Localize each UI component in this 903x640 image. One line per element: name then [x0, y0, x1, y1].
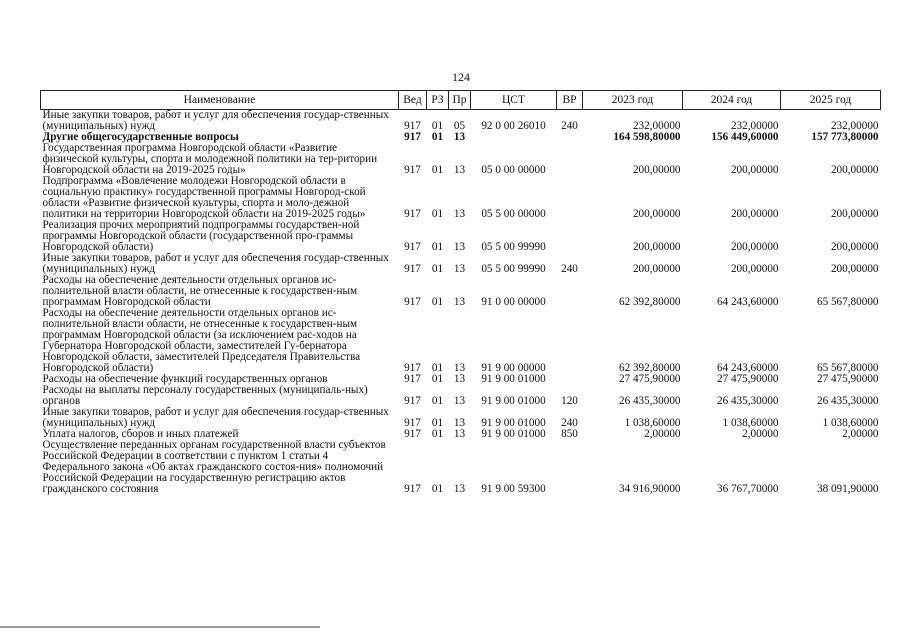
cell-rz: 01 [431, 131, 444, 143]
table-row [41, 275, 881, 308]
budget-table [40, 90, 881, 495]
cell-y2024: 2,00000 [742, 428, 779, 440]
cell-rz: 01 [431, 296, 444, 308]
cell-name: Иные закупки товаров, работ и услуг для обеспечения государ-ственных (муниципальных) нужд [42, 406, 389, 429]
cell-y2023: 62 392,80000 [618, 362, 681, 374]
cell-ved: 917 [404, 164, 421, 176]
cell-y2023: 200,00000 [632, 263, 681, 275]
cell-cst: 91 9 00 01000 [481, 395, 546, 407]
cell-vr [557, 308, 583, 374]
cell-y2025: 26 435,30000 [816, 395, 879, 407]
cell-y2024: 200,00000 [730, 241, 779, 253]
table-row [41, 220, 881, 253]
cell-cst: 91 9 00 01000 [481, 428, 546, 440]
cell-name: Иные закупки товаров, работ и услуг для обеспечения государ-ственных (муниципальных) нужд [42, 109, 389, 132]
cell-name: Подпрограмма «Вовлечение молодежи Новгородской области в социальную практику» государственной программы Новгород-ской области «Развитие физической культуры, спорта и моло-дежной политики на территории Новгородской области на 2019-2025 годы» [42, 175, 366, 220]
col-2025-header: 2025 год [781, 91, 881, 110]
cell-y2023: 200,00000 [632, 164, 681, 176]
cell-y2025: 65 567,80000 [816, 296, 879, 308]
cell-vr [557, 374, 583, 385]
cell-vr [557, 440, 583, 495]
cell-y2025: 2,00000 [842, 428, 879, 440]
cell-rz: 01 [431, 263, 444, 275]
cell-name: Другие общегосударственные вопросы [42, 131, 239, 143]
cell-rz: 01 [431, 373, 444, 385]
col-2024-header: 2024 год [683, 91, 781, 110]
cell-y2025: 200,00000 [830, 263, 879, 275]
col-name-header: Наименование [41, 91, 399, 110]
cell-cst: 91 0 00 00000 [481, 296, 546, 308]
cell-cst: 91 9 00 01000 [481, 417, 546, 429]
footer-rule [0, 626, 320, 628]
cell-y2025: 1 038,60000 [822, 417, 879, 429]
table-row [41, 110, 881, 133]
cell-name: Расходы на обеспечение деятельности отдельных органов ис-полнительной власти области, не отнесенные к государствен-ным программам Новгородской области (за исключением рас-ходов на Губернатора Новгородской области, заместителей Гу-бернатора Новгородской области, заместителей Председателя Правительства Новгородской области) [42, 307, 361, 374]
cell-cst: 05 0 00 00000 [481, 164, 546, 176]
cell-y2024: 64 243,60000 [716, 296, 779, 308]
col-rz-header: РЗ [427, 91, 449, 110]
cell-y2024: 200,00000 [730, 208, 779, 220]
cell-ved: 917 [404, 395, 421, 407]
col-cst-header: ЦСТ [471, 91, 557, 110]
cell-pr: 13 [453, 208, 466, 220]
cell-ved: 917 [404, 483, 421, 495]
cell-pr: 13 [453, 263, 466, 275]
table-row [41, 385, 881, 407]
cell-cst: 91 9 00 01000 [481, 373, 546, 385]
cell-vr: 850 [561, 428, 578, 440]
cell-vr: 240 [561, 120, 578, 132]
cell-name: Расходы на обеспечение функций государственных органов [42, 373, 328, 385]
table-body [41, 110, 881, 496]
cell-y2023: 34 916,90000 [618, 483, 681, 495]
table-row [41, 440, 881, 495]
cell-name: Уплата налогов, сборов и иных платежей [42, 428, 239, 440]
cell-name: Осуществление переданных органам государственной власти субъектов Российской Федерации в соответствии с пунктом 1 статьи 4 Федерального закона «Об актах гражданского состоя-ния» полномочий Российской Федерации на государственную регистрацию актов гражданского состояния [42, 439, 386, 495]
cell-y2025: 27 475,90000 [816, 373, 879, 385]
cell-y2024: 27 475,90000 [716, 373, 779, 385]
cell-pr: 13 [453, 417, 466, 429]
cell-vr [557, 143, 583, 176]
cell-rz: 01 [431, 483, 444, 495]
cell-pr: 13 [453, 483, 466, 495]
cell-rz: 01 [431, 208, 444, 220]
cell-y2025: 157 773,80000 [811, 131, 879, 143]
table-row [41, 176, 881, 220]
cell-y2024: 200,00000 [730, 164, 779, 176]
cell-y2025: 200,00000 [830, 208, 879, 220]
cell-y2023: 26 435,30000 [618, 395, 681, 407]
cell-y2024: 64 243,60000 [716, 362, 779, 374]
cell-name: Расходы на обеспечение деятельности отдельных органов ис-полнительной власти области, не отнесенные к государствен-ным программам Новгородской области [42, 274, 358, 308]
cell-vr [557, 176, 583, 220]
cell-y2023: 200,00000 [632, 208, 681, 220]
cell-name: Государственная программа Новгородской области «Развитие физической культуры, спорта и молодежной политики на тер-ритории Новгородской области на 2019-2025 годы» [42, 142, 378, 176]
cell-y2025: 232,00000 [830, 120, 879, 132]
cell-ved: 917 [404, 263, 421, 275]
table-row [41, 253, 881, 275]
cell-cst: 91 9 00 59300 [481, 483, 546, 495]
cell-pr: 13 [453, 428, 466, 440]
cell-ved: 917 [404, 296, 421, 308]
cell-rz: 01 [431, 395, 444, 407]
cell-ved: 917 [404, 362, 421, 374]
cell-y2025: 38 091,90000 [816, 483, 879, 495]
cell-ved: 917 [404, 373, 421, 385]
cell-ved: 917 [404, 131, 421, 143]
cell-rz: 01 [431, 417, 444, 429]
col-vr-header: ВР [557, 91, 583, 110]
cell-name: Иные закупки товаров, работ и услуг для обеспечения государ-ственных (муниципальных) нужд [42, 252, 389, 275]
cell-y2024: 200,00000 [730, 263, 779, 275]
cell-pr: 13 [453, 362, 466, 374]
cell-ved: 917 [404, 120, 421, 132]
cell-cst: 91 9 00 00000 [481, 362, 546, 374]
cell-cst [471, 132, 557, 143]
cell-vr [557, 132, 583, 143]
cell-ved: 917 [404, 417, 421, 429]
cell-pr: 13 [453, 131, 466, 143]
cell-vr: 120 [561, 395, 578, 407]
cell-y2025: 200,00000 [830, 241, 879, 253]
table-row [41, 407, 881, 429]
col-ved-header: Вед [399, 91, 427, 110]
table-row [41, 308, 881, 374]
cell-rz: 01 [431, 428, 444, 440]
table-header [41, 91, 881, 110]
cell-cst: 05 5 00 99990 [481, 263, 546, 275]
cell-pr: 13 [453, 373, 466, 385]
cell-ved: 917 [404, 241, 421, 253]
col-2023-header: 2023 год [583, 91, 683, 110]
cell-y2024: 26 435,30000 [716, 395, 779, 407]
cell-y2023: 164 598,80000 [613, 131, 681, 143]
cell-y2023: 232,00000 [632, 120, 681, 132]
cell-pr: 05 [453, 120, 466, 132]
cell-name: Расходы на выплаты персоналу государственных (муниципаль-ных) органов [42, 384, 368, 407]
page-number: 124 [452, 70, 470, 84]
cell-ved: 917 [404, 208, 421, 220]
cell-y2024: 232,00000 [730, 120, 779, 132]
cell-name: Реализация прочих мероприятий подпрограммы государствен-ной программы Новгородской области (государственной про-граммы Новгородской области) [42, 219, 360, 253]
cell-vr [557, 220, 583, 253]
cell-y2024: 156 449,60000 [711, 131, 779, 143]
cell-y2023: 27 475,90000 [618, 373, 681, 385]
cell-y2025: 65 567,80000 [816, 362, 879, 374]
cell-y2023: 1 038,60000 [624, 417, 681, 429]
cell-pr: 13 [453, 164, 466, 176]
cell-y2024: 1 038,60000 [722, 417, 779, 429]
cell-rz: 01 [431, 120, 444, 132]
cell-cst: 05 5 00 00000 [481, 208, 546, 220]
cell-cst: 92 0 00 26010 [481, 120, 546, 132]
cell-vr: 240 [561, 417, 578, 429]
cell-cst: 05 5 00 99990 [481, 241, 546, 253]
cell-y2025: 200,00000 [830, 164, 879, 176]
cell-y2023: 200,00000 [632, 241, 681, 253]
cell-y2024: 36 767,70000 [716, 483, 779, 495]
cell-ved: 917 [404, 428, 421, 440]
cell-pr: 13 [453, 241, 466, 253]
cell-y2023: 2,00000 [644, 428, 681, 440]
cell-rz: 01 [431, 241, 444, 253]
col-pr-header: Пр [449, 91, 471, 110]
cell-rz: 01 [431, 362, 444, 374]
cell-y2023: 62 392,80000 [618, 296, 681, 308]
cell-pr: 13 [453, 296, 466, 308]
cell-rz: 01 [431, 164, 444, 176]
table-row [41, 143, 881, 176]
cell-pr: 13 [453, 395, 466, 407]
cell-vr [557, 275, 583, 308]
cell-vr: 240 [561, 263, 578, 275]
